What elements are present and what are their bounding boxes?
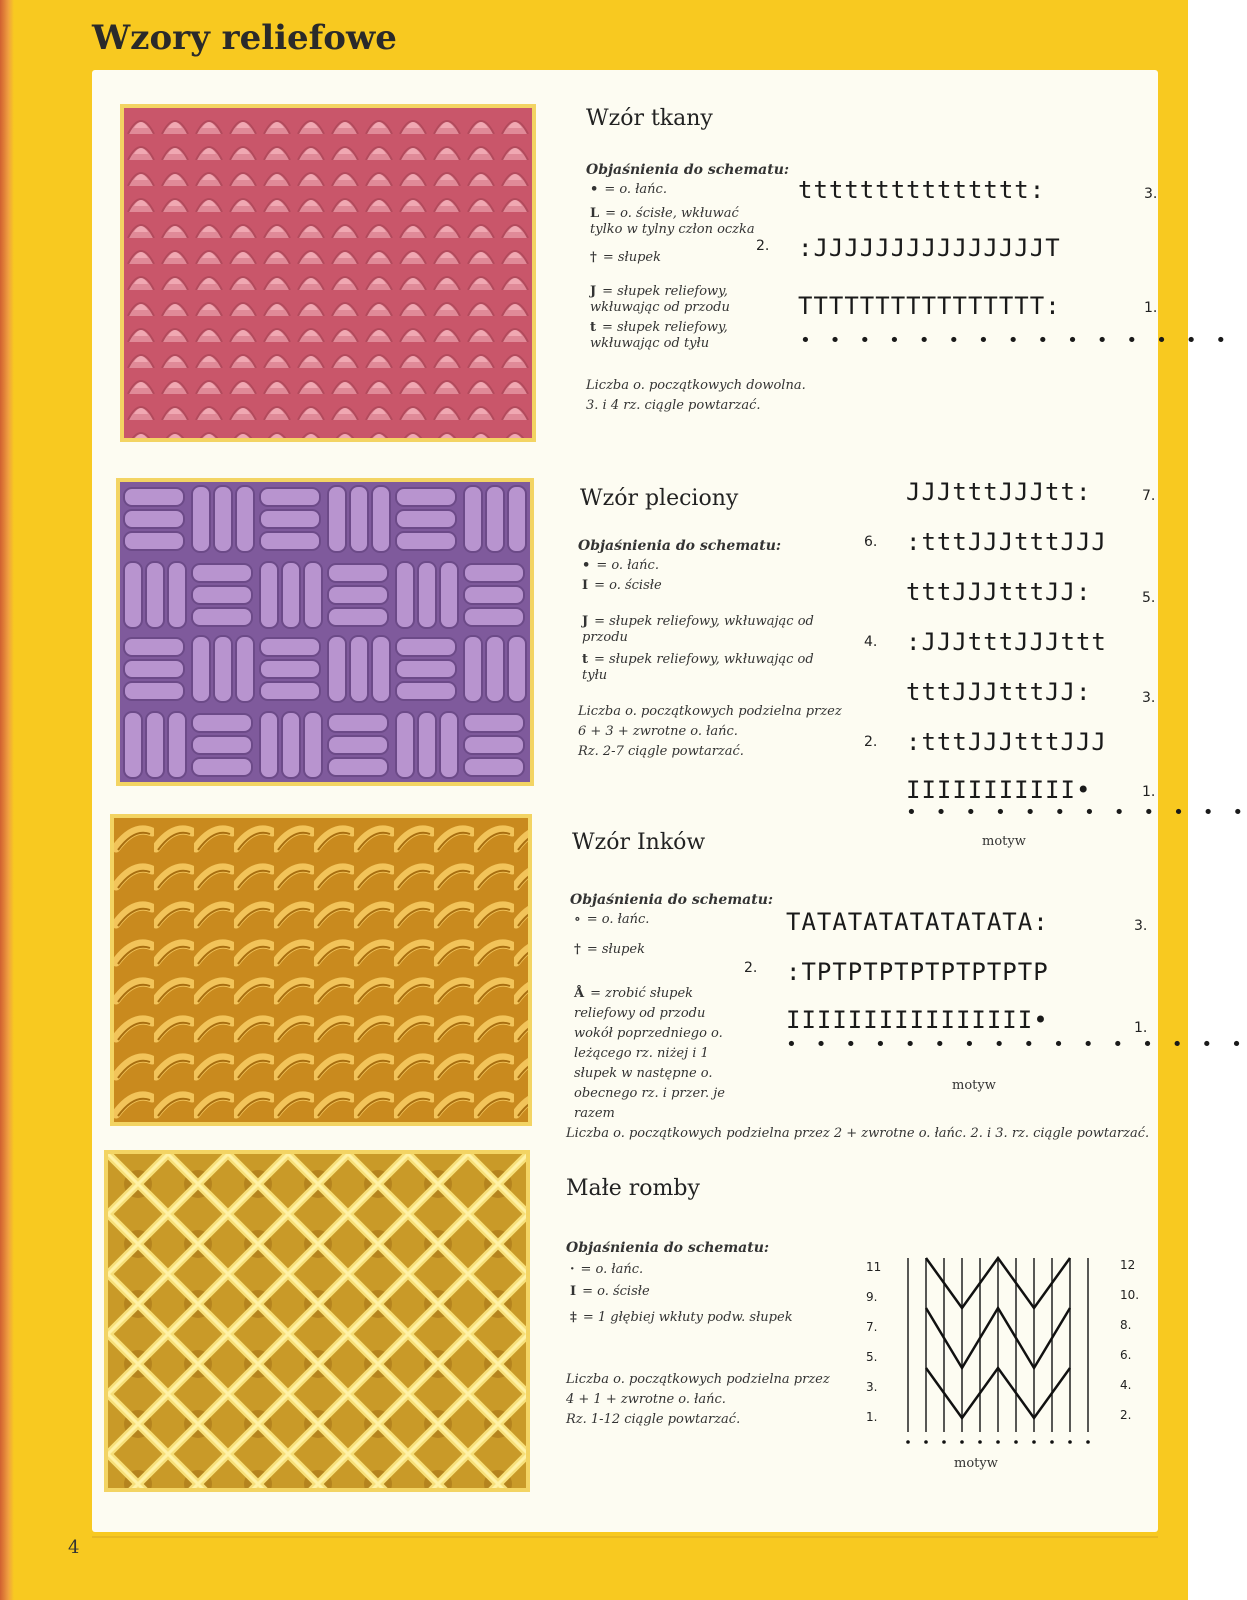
pattern-note: Liczba o. początkowych podzielna przez [578,704,842,719]
row-number: 6. [864,534,878,550]
row-number: 10. [1120,1288,1140,1302]
pattern-note: Liczba o. początkowych dowolna. [586,378,806,393]
row-number: 3. [1142,690,1156,706]
row-number: 3. [866,1380,878,1394]
chart-row: :JJJJJJJJJJJJJJJT [798,234,1061,262]
pattern-note: Liczba o. początkowych podzielna przez [566,1372,830,1387]
row-number: 12 [1120,1258,1136,1272]
pattern-note: Liczba o. początkowych podzielna przez 2 + zwrotne o. łańc. 2. i 3. rz. ciągle powtarzać. [566,1126,1150,1141]
book-spine [0,0,14,1600]
legend-item: I = o. ścisłe [582,578,662,593]
legend-item: † = słupek [590,250,661,265]
legend-item: Å = zrobić słupek reliefowy od przodu wokół poprzedniego o. leżącego rz. niżej i 1 słupek w następne o. obecnego rz. i przer. je razem [574,986,725,1121]
legend-heading: Objaśnienia do schematu: [570,892,774,908]
section-title-wzor-inkow: Wzór Inków [572,830,706,855]
legend-item: · = o. łańc. [570,1262,644,1277]
legend-item: † = słupek [574,942,645,957]
row-number: 1. [1134,1020,1148,1036]
row-number: 1. [1142,784,1156,800]
chain-row: • • • • • • • • • • • • [906,802,1247,823]
legend-heading: Objaśnienia do schematu: [566,1240,770,1256]
chart-row: ttttttttttttttt: [798,176,1046,204]
row-number: 5. [866,1350,878,1364]
chart-row: :tttJJJtttJJJ [906,728,1107,756]
legend-item: t = słupek reliefowy, wkłuwając od tyłu [590,320,728,351]
motif-label: motyw [954,1456,998,1471]
swatch-photo-gold [110,814,532,1126]
pattern-note: Rz. 1-12 ciągle powtarzać. [566,1412,741,1427]
bottom-divider [92,1536,1158,1538]
chart-row: IIIIIIIIIIIIIIII• [786,1006,1049,1034]
legend-item: ‡ = 1 głębiej wkłuty podw. słupek [570,1310,793,1325]
chart-row: tttJJJtttJJ: [906,678,1092,706]
chart-row: :tttJJJtttJJJ [906,528,1107,556]
chain-row: • • • • • • • • • • • • • • • [800,330,1231,351]
chart-row: tttJJJtttJJ: [906,578,1092,606]
row-number: 8. [1120,1318,1132,1332]
motif-label: motyw [982,834,1026,849]
row-number: 9. [866,1290,878,1304]
row-number: 2. [1120,1408,1132,1422]
legend-item: t = słupek reliefowy, wkłuwając od tyłu [582,652,814,683]
chart-row: :JJJtttJJJttt [906,628,1107,656]
legend-item: • = o. łańc. [582,558,659,573]
legend-item: J = słupek reliefowy, wkłuwając od przodu [582,614,814,645]
chart-row: TTTTTTTTTTTTTTTT: [798,292,1061,320]
pattern-note: 6 + 3 + zwrotne o. łańc. [578,724,738,739]
page-title: Wzory reliefowe [92,18,397,58]
row-number: 2. [744,960,758,976]
row-number: 2. [756,238,770,254]
legend-item: • = o. łańc. [590,182,667,197]
pattern-note: Rz. 2-7 ciągle powtarzać. [578,744,744,759]
legend-item: I = o. ścisłe [570,1284,650,1299]
swatch-photo-yellow [104,1150,530,1492]
pattern-note: 3. i 4 rz. ciągle powtarzać. [586,398,761,413]
row-number: 11 [866,1260,882,1274]
row-number: 7. [1142,488,1156,504]
motif-label: motyw [952,1078,996,1093]
chart-row: :TPTPTPTPTPTPTPTP [786,958,1049,986]
chain-row: • • • • • • • • • • • • • • • • [786,1034,1246,1055]
legend-item: L = o. ścisłe, wkłuwać tylko w tylny człon oczka [590,206,755,237]
swatch-photo-pink [120,104,536,442]
row-number: 5. [1142,590,1156,606]
chart-row: IIIIIIIIIII• [906,776,1092,804]
page-number: 4 [68,1537,80,1558]
legend-heading: Objaśnienia do schematu: [586,162,790,178]
legend-item: ∘ = o. łańc. [574,912,650,927]
row-number: 2. [864,734,878,750]
chart-row: JJJtttJJJtt: [906,478,1092,506]
section-title-wzor-pleciony: Wzór pleciony [580,486,739,511]
row-number: 1. [866,1410,878,1424]
row-number: 1. [1144,300,1158,316]
swatch-photo-purple [116,478,534,786]
section-title-wzor-tkany: Wzór tkany [586,106,713,131]
legend-item: J = słupek reliefowy, wkłuwając od przodu [590,284,730,315]
row-number: 3. [1144,186,1158,202]
chart-row: TATATATATATATATA: [786,908,1049,936]
row-number: 6. [1120,1348,1132,1362]
legend-heading: Objaśnienia do schematu: [578,538,782,554]
row-number: 3. [1134,918,1148,934]
pattern-note: 4 + 1 + zwrotne o. łańc. [566,1392,726,1407]
diamond-chart [898,1252,1108,1448]
row-number: 4. [864,634,878,650]
row-number: 4. [1120,1378,1132,1392]
row-number: 7. [866,1320,878,1334]
section-title-male-romby: Małe romby [566,1176,700,1201]
